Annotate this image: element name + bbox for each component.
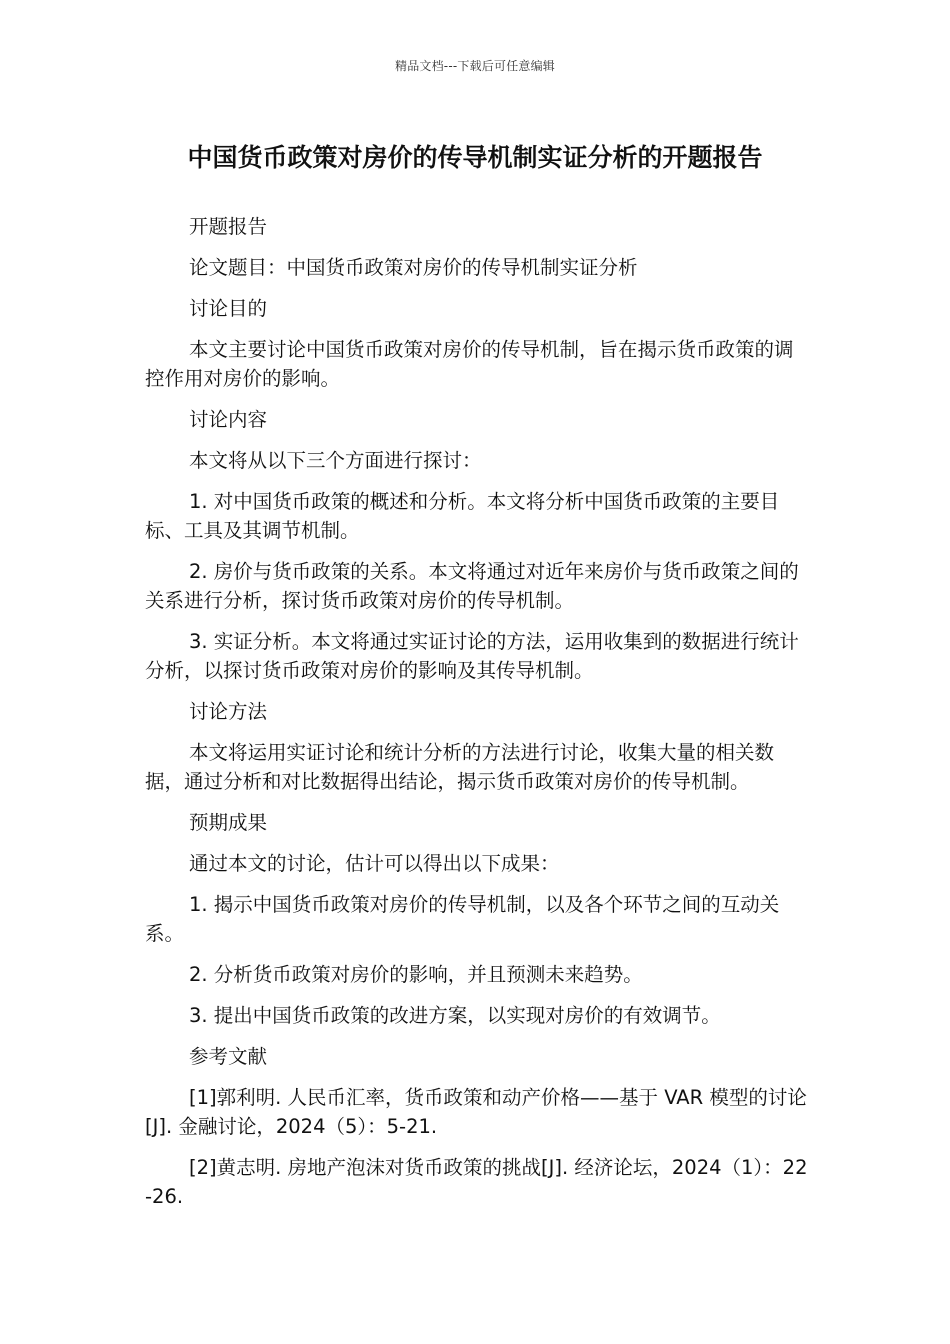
section-heading-outcomes: 预期成果 [189, 811, 268, 834]
section-heading-purpose: 讨论目的 [189, 297, 268, 320]
purpose-paragraph: 本文主要讨论中国货币政策对房价的传导机制，旨在揭示货币政策的调控作用对房价的影响。 [145, 338, 794, 390]
section-heading-content: 讨论内容 [189, 408, 268, 431]
content-intro: 本文将从以下三个方面进行探讨： [189, 449, 482, 472]
content-item-1: 1. 对中国货币政策的概述和分析。本文将分析中国货币政策的主要目标、工具及其调节机制。 [145, 490, 780, 542]
outcomes-intro: 通过本文的讨论，估计可以得出以下成果： [189, 852, 560, 875]
section-heading-proposal: 开题报告 [189, 215, 268, 238]
thesis-title-line: 论文题目：中国货币政策对房价的传导机制实证分析 [189, 256, 638, 279]
header-note: 精品文档---下载后可任意编辑 [395, 59, 555, 73]
document-title: 中国货币政策对房价的传导机制实证分析的开题报告 [187, 143, 763, 172]
section-heading-method: 讨论方法 [189, 700, 268, 723]
outcome-item-3: 3. 提出中国货币政策的改进方案，以实现对房价的有效调节。 [189, 1004, 721, 1027]
outcome-item-1: 1. 揭示中国货币政策对房价的传导机制，以及各个环节之间的互动关系。 [145, 893, 780, 945]
method-paragraph: 本文将运用实证讨论和统计分析的方法进行讨论，收集大量的相关数据，通过分析和对比数据得出结论，揭示货币政策对房价的传导机制。 [145, 741, 775, 793]
reference-item-1: [1]郭利明. 人民币汇率，货币政策和动产价格——基于 VAR 模型的讨论[J]. 金融讨论，2024（5）：5-21. [145, 1086, 807, 1138]
content-item-2: 2. 房价与货币政策的关系。本文将通过对近年来房价与货币政策之间的关系进行分析，探讨货币政策对房价的传导机制。 [145, 560, 799, 612]
section-heading-references: 参考文献 [189, 1045, 268, 1068]
content-item-3: 3. 实证分析。本文将通过实证讨论的方法，运用收集到的数据进行统计分析，以探讨货币政策对房价的影响及其传导机制。 [145, 630, 799, 682]
outcome-item-2: 2. 分析货币政策对房价的影响，并且预测未来趋势。 [189, 963, 643, 986]
reference-item-2: [2]黄志明. 房地产泡沫对货币政策的挑战[J]. 经济论坛，2024（1）：22-26. [145, 1156, 808, 1208]
document-body [145, 212, 810, 1223]
